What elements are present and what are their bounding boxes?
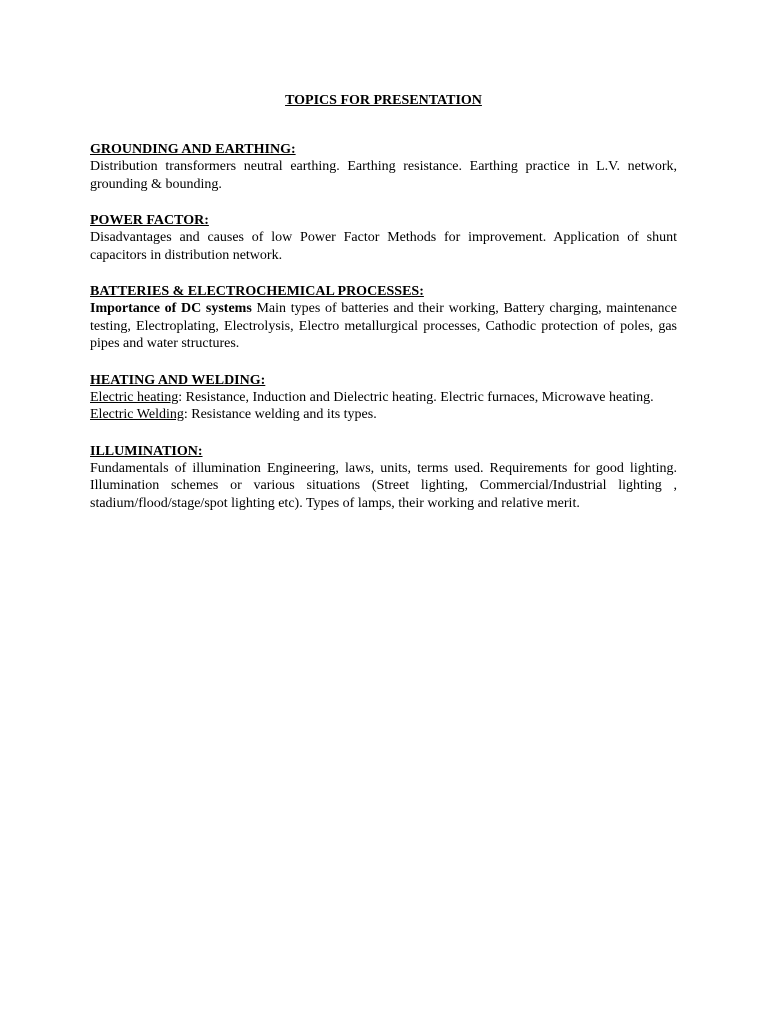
paragraph-text: Disadvantages and causes of low Power Factor Methods for improvement. Application of shunt capacitors in distribution network. [90,230,677,263]
document-title-text: TOPICS FOR PRESENTATION [285,93,482,108]
paragraph-lead-bold: Importance of DC systems [90,301,252,316]
section-paragraph [90,406,677,424]
section-illumination [90,442,677,513]
paragraph-text: Fundamentals of illumination Engineering, laws, units, terms used. Requirements for good lighting. Illumination schemes or various situations (Street lighting, Commercial/Industrial lighting , stadium/flood/stage/spot lighting etc). Types of lamps, their working and relative merit. [90,460,677,511]
paragraph-lead-underlined: Electric heating [90,389,179,405]
paragraph-text: Distribution transformers neutral earthing. Earthing resistance. Earthing practice in L.V. network, grounding & bounding. [90,159,677,192]
section-heading: GROUNDING AND EARTHING: [90,142,296,157]
section-grounding [90,140,677,193]
section-paragraph [90,460,677,513]
section-paragraph [90,158,677,193]
section-heading: BATTERIES & ELECTROCHEMICAL PROCESSES: [90,284,424,299]
paragraph-text: : Resistance welding and its types. [183,407,377,422]
document-page [90,92,677,530]
section-paragraph [90,389,677,407]
paragraph-text: : Resistance, Induction and Dielectric heating. Electric furnaces, Microwave heating. [178,389,654,405]
section-heading: HEATING AND WELDING: [90,372,266,388]
document-title [90,92,677,110]
section-paragraph [90,229,677,264]
paragraph-lead-underlined: Electric Welding [90,407,184,422]
section-batteries [90,282,677,353]
section-power-factor [90,211,677,264]
section-heating-welding [90,371,677,424]
section-paragraph [90,300,677,353]
section-heading: POWER FACTOR: [90,213,209,228]
paragraph-text: Main types of batteries and their working, Battery charging, maintenance testing, Electroplating, Electrolysis, Electro metallurgical processes, Cathodic protection of poles, gas pipes and water structures. [90,301,677,351]
section-heading: ILLUMINATION: [90,443,203,459]
